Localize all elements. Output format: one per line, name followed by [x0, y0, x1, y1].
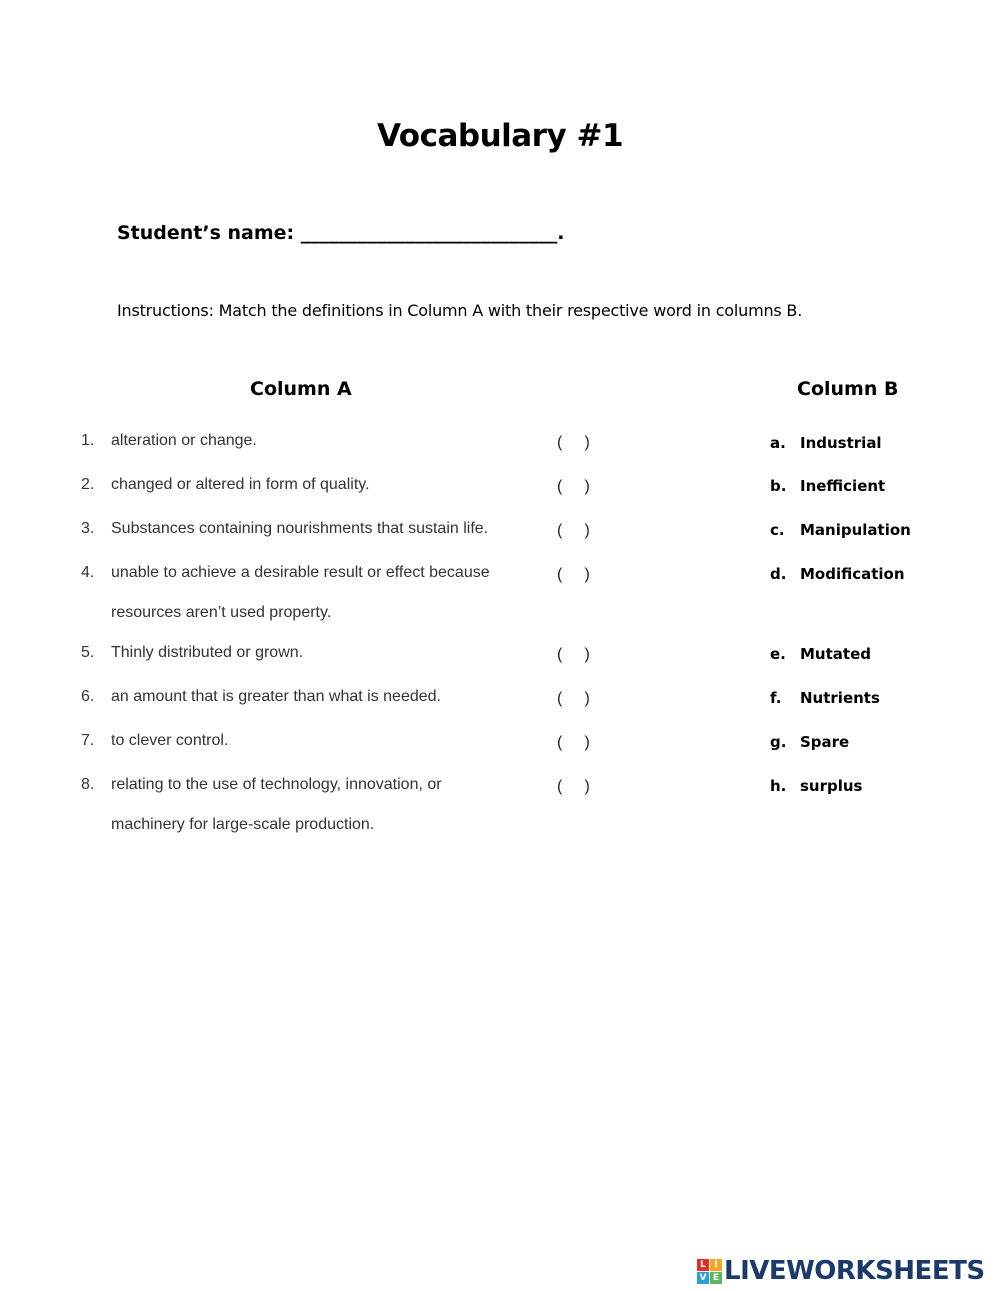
definition-text: alteration or change.	[111, 432, 257, 449]
definition-number: 6.	[81, 688, 95, 705]
definition-text: to clever control.	[111, 732, 229, 749]
definition-number: 8.	[81, 776, 95, 793]
definition-number: 7.	[81, 732, 95, 749]
word-option: surplus	[800, 777, 863, 795]
definition-number: 2.	[81, 476, 95, 493]
word-option: Inefficient	[800, 477, 886, 495]
word-option: Nutrients	[800, 689, 880, 707]
word-letter: d.	[770, 565, 787, 583]
word-letter: a.	[770, 434, 786, 452]
word-option: Manipulation	[800, 521, 911, 539]
answer-blank[interactable]: ( )	[557, 522, 590, 539]
word-letter: e.	[770, 645, 786, 663]
liveworksheets-logo[interactable]	[697, 1256, 985, 1286]
word-option: Spare	[800, 733, 850, 751]
word-letter: g.	[770, 733, 787, 751]
definition-text: Thinly distributed or grown.	[111, 644, 304, 661]
liveworksheets-logo-text: LIVEWORKSHEETS	[724, 1256, 985, 1286]
definition-number: 1.	[81, 432, 95, 449]
logo-mark-letter: E	[710, 1272, 722, 1284]
word-option: Modification	[800, 565, 905, 583]
definition-number: 4.	[81, 564, 95, 581]
logo-mark-letter: V	[697, 1272, 709, 1284]
answer-blank[interactable]: ( )	[557, 478, 590, 495]
definition-text-continued: resources aren’t used property.	[111, 604, 332, 621]
definition-number: 3.	[81, 520, 95, 537]
definition-number: 5.	[81, 644, 95, 661]
answer-blank[interactable]: ( )	[557, 646, 590, 663]
word-letter: c.	[770, 521, 785, 539]
answer-blank[interactable]: ( )	[557, 566, 590, 583]
definition-text: unable to achieve a desirable result or effect because	[111, 564, 490, 581]
word-letter: b.	[770, 477, 787, 495]
instructions-text: Instructions: Match the definitions in Column A with their respective word in columns B.	[117, 301, 803, 320]
definition-text: an amount that is greater than what is needed.	[111, 688, 441, 705]
word-letter: h.	[770, 777, 787, 795]
word-option: Industrial	[800, 434, 882, 452]
answer-blank[interactable]: ( )	[557, 778, 590, 795]
definition-text-continued: machinery for large-scale production.	[111, 816, 375, 833]
worksheet-title: Vocabulary #1	[376, 118, 624, 154]
answer-blank[interactable]: ( )	[557, 734, 590, 751]
logo-mark-letter: L	[697, 1259, 709, 1271]
definition-text: Substances containing nourishments that sustain life.	[111, 520, 489, 537]
answer-blank[interactable]: ( )	[557, 690, 590, 707]
word-option: Mutated	[800, 645, 871, 663]
student-name-line: Student’s name: ___________________________.	[117, 222, 565, 244]
column-b-heading: Column B	[797, 378, 899, 400]
word-letter: f.	[770, 689, 782, 707]
column-a-heading: Column A	[250, 378, 352, 400]
definition-text: relating to the use of technology, innovation, or	[111, 776, 442, 793]
answer-blank[interactable]: ( )	[557, 434, 590, 451]
liveworksheets-logo-icon	[697, 1259, 722, 1284]
definition-text: changed or altered in form of quality.	[111, 476, 370, 493]
logo-mark-letter: I	[710, 1259, 722, 1271]
